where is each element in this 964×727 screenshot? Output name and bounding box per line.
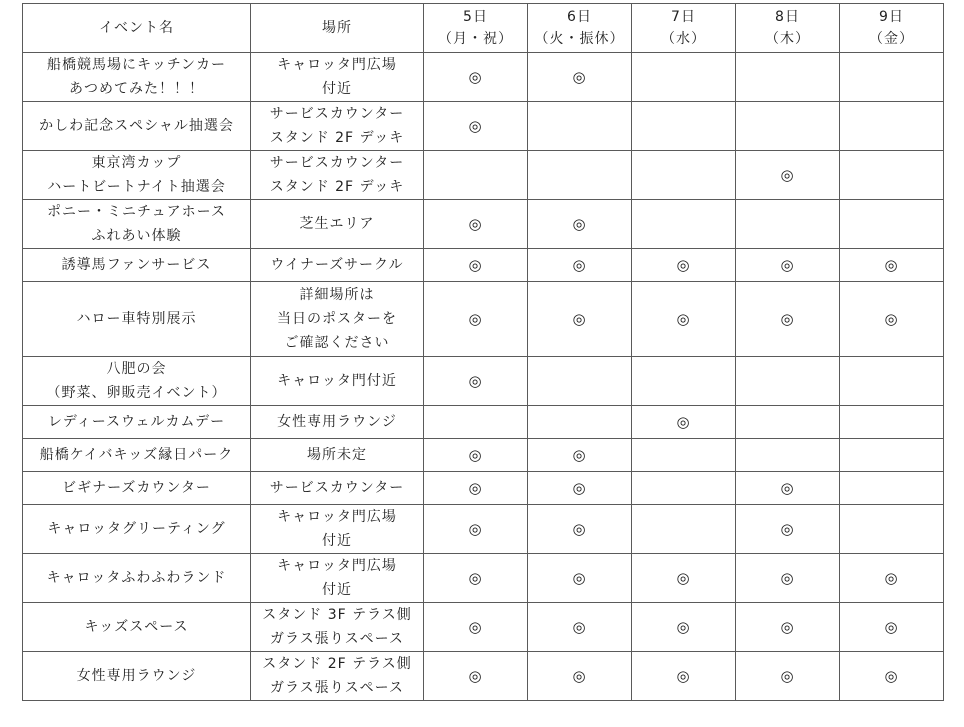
day-cell — [632, 53, 736, 102]
place-line: キャロッタ門広場 — [277, 558, 397, 574]
double-circle-mark: ◎ — [676, 255, 691, 274]
day-cell — [632, 554, 736, 603]
header-day-label: 5日 — [463, 9, 488, 25]
day-cell — [424, 554, 528, 603]
double-circle-mark: ◎ — [676, 666, 691, 685]
day-cell — [736, 406, 840, 439]
double-circle-mark: ◎ — [884, 255, 899, 274]
table-row — [23, 505, 944, 554]
day-cell — [840, 652, 944, 701]
header-day-label: 6日 — [567, 9, 592, 25]
double-circle-mark: ◎ — [884, 568, 899, 587]
double-circle-mark: ◎ — [780, 568, 795, 587]
event-name-cell — [23, 200, 251, 249]
day-cell — [528, 357, 632, 406]
double-circle-mark: ◎ — [468, 255, 483, 274]
header-day-8 — [736, 4, 840, 53]
double-circle-mark: ◎ — [572, 519, 587, 538]
double-circle-mark: ◎ — [572, 666, 587, 685]
day-cell — [424, 406, 528, 439]
day-cell — [736, 357, 840, 406]
double-circle-mark: ◎ — [468, 67, 483, 86]
place-cell — [251, 249, 424, 282]
schedule-body — [23, 53, 944, 701]
double-circle-mark: ◎ — [572, 478, 587, 497]
place-cell — [251, 652, 424, 701]
day-cell — [424, 102, 528, 151]
place-cell — [251, 505, 424, 554]
double-circle-mark: ◎ — [780, 666, 795, 685]
day-cell — [840, 282, 944, 357]
day-cell — [736, 439, 840, 472]
day-cell — [840, 357, 944, 406]
day-cell — [632, 472, 736, 505]
place-line: サービスカウンター — [269, 480, 405, 496]
place-line: スタンド 2F デッキ — [269, 130, 405, 146]
day-cell — [736, 200, 840, 249]
double-circle-mark: ◎ — [780, 478, 795, 497]
table-row — [23, 53, 944, 102]
header-weekday-label: （水） — [661, 31, 706, 47]
event-name-line: （野菜、卵販売イベント） — [46, 385, 227, 401]
double-circle-mark: ◎ — [884, 666, 899, 685]
place-line: ウイナーズサークル — [270, 257, 404, 273]
place-cell — [251, 439, 424, 472]
day-cell — [424, 472, 528, 505]
day-cell — [840, 151, 944, 200]
event-name-cell — [23, 554, 251, 603]
header-day-7 — [632, 4, 736, 53]
event-name-cell — [23, 439, 251, 472]
double-circle-mark: ◎ — [676, 617, 691, 636]
day-cell — [736, 102, 840, 151]
place-line: 当日のポスターを — [277, 311, 397, 327]
day-cell — [632, 603, 736, 652]
day-cell — [632, 652, 736, 701]
day-cell — [528, 151, 632, 200]
place-line: ご確認ください — [284, 335, 390, 351]
double-circle-mark: ◎ — [780, 165, 795, 184]
day-cell — [632, 357, 736, 406]
day-cell — [736, 554, 840, 603]
place-cell — [251, 357, 424, 406]
place-line: 付近 — [322, 81, 352, 97]
day-cell — [528, 406, 632, 439]
day-cell — [632, 505, 736, 554]
double-circle-mark: ◎ — [884, 309, 899, 328]
place-line: 女性専用ラウンジ — [277, 414, 397, 430]
table-row — [23, 200, 944, 249]
table-row — [23, 652, 944, 701]
table-row — [23, 249, 944, 282]
event-name-line: ポニー・ミニチュアホース — [47, 204, 226, 220]
place-cell — [251, 151, 424, 200]
day-cell — [424, 439, 528, 472]
day-cell — [528, 53, 632, 102]
event-schedule-table — [22, 3, 944, 701]
event-name-line: 女性専用ラウンジ — [76, 668, 197, 684]
double-circle-mark: ◎ — [572, 617, 587, 636]
day-cell — [528, 603, 632, 652]
double-circle-mark: ◎ — [572, 67, 587, 86]
header-day-5 — [424, 4, 528, 53]
day-cell — [424, 603, 528, 652]
double-circle-mark: ◎ — [468, 519, 483, 538]
place-cell — [251, 102, 424, 151]
day-cell — [736, 151, 840, 200]
day-cell — [840, 505, 944, 554]
header-weekday-label: （金） — [869, 31, 914, 47]
day-cell — [736, 472, 840, 505]
event-name-cell — [23, 282, 251, 357]
day-cell — [632, 282, 736, 357]
header-day-6 — [528, 4, 632, 53]
day-cell — [840, 554, 944, 603]
double-circle-mark: ◎ — [468, 666, 483, 685]
header-place: 場所 — [251, 4, 424, 53]
table-row — [23, 357, 944, 406]
double-circle-mark: ◎ — [468, 214, 483, 233]
event-name-line: キャロッタグリーティング — [47, 521, 226, 537]
event-name-line: かしわ記念スペシャル抽選会 — [39, 118, 234, 134]
day-cell — [528, 282, 632, 357]
place-line: 場所未定 — [307, 447, 367, 463]
double-circle-mark: ◎ — [572, 214, 587, 233]
day-cell — [632, 200, 736, 249]
table-row — [23, 406, 944, 439]
place-line: サービスカウンター — [269, 106, 405, 122]
double-circle-mark: ◎ — [572, 445, 587, 464]
day-cell — [840, 200, 944, 249]
event-name-line: ハートビートナイト抽選会 — [47, 179, 226, 195]
day-cell — [632, 102, 736, 151]
day-cell — [736, 53, 840, 102]
double-circle-mark: ◎ — [468, 116, 483, 135]
double-circle-mark: ◎ — [468, 617, 483, 636]
event-name-cell — [23, 652, 251, 701]
event-name-line: あつめてみた！！！ — [69, 81, 204, 97]
double-circle-mark: ◎ — [468, 478, 483, 497]
double-circle-mark: ◎ — [780, 617, 795, 636]
place-line: ガラス張りスペース — [270, 631, 404, 647]
place-line: 芝生エリア — [299, 216, 375, 232]
event-name-line: ふれあい体験 — [91, 228, 182, 244]
double-circle-mark: ◎ — [468, 568, 483, 587]
day-cell — [424, 53, 528, 102]
place-line: スタンド 2F デッキ — [269, 179, 405, 195]
double-circle-mark: ◎ — [468, 445, 483, 464]
day-cell — [736, 505, 840, 554]
event-name-cell — [23, 53, 251, 102]
day-cell — [424, 151, 528, 200]
day-cell — [528, 102, 632, 151]
place-line: スタンド 2F テラス側 — [262, 656, 412, 672]
place-cell — [251, 554, 424, 603]
day-cell — [840, 102, 944, 151]
header-weekday-label: （火・振休） — [534, 31, 625, 47]
event-name-cell — [23, 249, 251, 282]
double-circle-mark: ◎ — [676, 568, 691, 587]
header-weekday-label: （月・祝） — [438, 31, 513, 47]
event-name-line: ビギナーズカウンター — [62, 480, 211, 496]
header-day-label: 7日 — [671, 9, 696, 25]
double-circle-mark: ◎ — [468, 371, 483, 390]
double-circle-mark: ◎ — [468, 309, 483, 328]
day-cell — [424, 652, 528, 701]
day-cell — [424, 200, 528, 249]
header-weekday-label: （木） — [765, 31, 810, 47]
place-line: キャロッタ門広場 — [277, 509, 397, 525]
day-cell — [840, 406, 944, 439]
event-name-line: 船橋競馬場にキッチンカー — [46, 57, 227, 73]
day-cell — [736, 282, 840, 357]
day-cell — [632, 406, 736, 439]
table-row — [23, 282, 944, 357]
double-circle-mark: ◎ — [572, 568, 587, 587]
event-name-line: 船橋ケイバキッズ縁日パーク — [39, 447, 234, 463]
day-cell — [528, 200, 632, 249]
day-cell — [632, 249, 736, 282]
table-row — [23, 554, 944, 603]
double-circle-mark: ◎ — [780, 309, 795, 328]
header-day-label: 8日 — [775, 9, 800, 25]
day-cell — [528, 652, 632, 701]
double-circle-mark: ◎ — [572, 309, 587, 328]
double-circle-mark: ◎ — [572, 255, 587, 274]
header-row — [23, 4, 944, 53]
event-name-line: キッズスペース — [84, 619, 189, 635]
table-row — [23, 102, 944, 151]
place-cell — [251, 603, 424, 652]
place-line: 詳細場所は — [299, 287, 375, 303]
header-event-name: イベント名 — [23, 4, 251, 53]
place-cell — [251, 200, 424, 249]
double-circle-mark: ◎ — [884, 617, 899, 636]
day-cell — [528, 472, 632, 505]
event-name-line: 八肥の会 — [106, 361, 167, 377]
table-row — [23, 603, 944, 652]
day-cell — [840, 472, 944, 505]
double-circle-mark: ◎ — [676, 309, 691, 328]
place-line: 付近 — [322, 533, 352, 549]
day-cell — [424, 282, 528, 357]
day-cell — [528, 505, 632, 554]
double-circle-mark: ◎ — [780, 519, 795, 538]
event-name-line: 誘導馬ファンサービス — [61, 257, 212, 273]
place-cell — [251, 406, 424, 439]
table-row — [23, 439, 944, 472]
place-line: スタンド 3F テラス側 — [262, 607, 412, 623]
day-cell — [840, 53, 944, 102]
day-cell — [632, 439, 736, 472]
event-name-line: 東京湾カップ — [91, 155, 182, 171]
header-day-label: 9日 — [879, 9, 904, 25]
place-cell — [251, 472, 424, 505]
event-name-line: レディースウェルカムデー — [47, 414, 226, 430]
place-line: サービスカウンター — [269, 155, 405, 171]
day-cell — [840, 439, 944, 472]
double-circle-mark: ◎ — [676, 412, 691, 431]
place-line: ガラス張りスペース — [270, 680, 404, 696]
event-name-line: キャロッタふわふわランド — [46, 570, 227, 586]
place-line: キャロッタ門広場 — [277, 57, 397, 73]
day-cell — [528, 439, 632, 472]
day-cell — [736, 603, 840, 652]
header-day-9 — [840, 4, 944, 53]
event-name-cell — [23, 406, 251, 439]
event-name-line: ハロー車特別展示 — [76, 311, 197, 327]
table-row — [23, 151, 944, 200]
day-cell — [528, 554, 632, 603]
day-cell — [424, 249, 528, 282]
event-name-cell — [23, 505, 251, 554]
table-row — [23, 472, 944, 505]
event-name-cell — [23, 603, 251, 652]
day-cell — [840, 249, 944, 282]
day-cell — [424, 505, 528, 554]
day-cell — [840, 603, 944, 652]
double-circle-mark: ◎ — [780, 255, 795, 274]
event-name-cell — [23, 102, 251, 151]
day-cell — [736, 652, 840, 701]
event-name-cell — [23, 472, 251, 505]
day-cell — [632, 151, 736, 200]
place-line: 付近 — [322, 582, 352, 598]
event-name-cell — [23, 357, 251, 406]
day-cell — [736, 249, 840, 282]
day-cell — [424, 357, 528, 406]
place-cell — [251, 282, 424, 357]
place-line: キャロッタ門付近 — [277, 373, 397, 389]
day-cell — [528, 249, 632, 282]
place-cell — [251, 53, 424, 102]
event-name-cell — [23, 151, 251, 200]
